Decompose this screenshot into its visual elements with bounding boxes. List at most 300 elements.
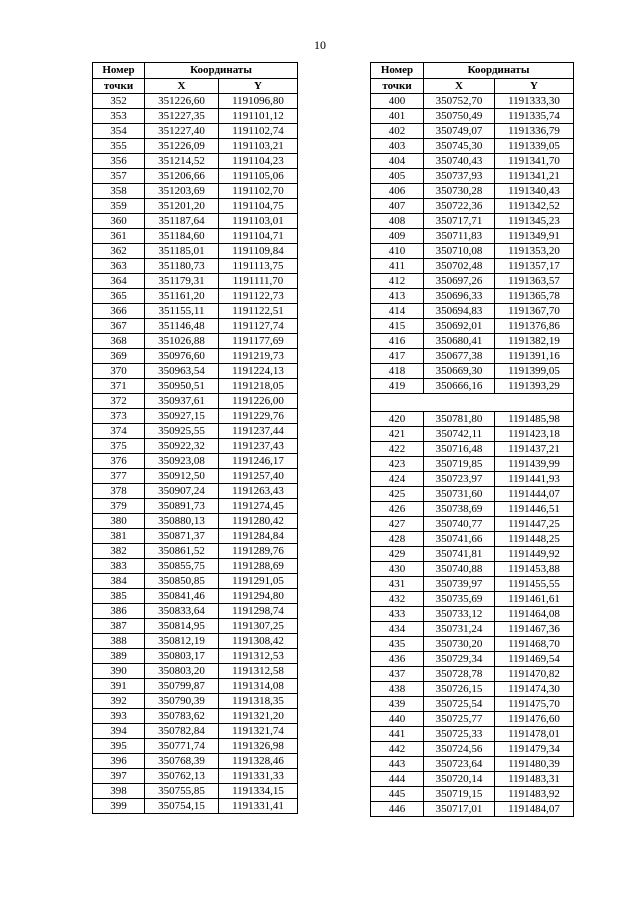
point-number-cell: 440: [371, 712, 424, 727]
x-coordinate-cell: 351180,73: [145, 259, 219, 274]
point-number-cell: 429: [371, 547, 424, 562]
y-coordinate-cell: 1191393,29: [495, 379, 574, 394]
y-coordinate-cell: 1191291,05: [219, 574, 298, 589]
x-coordinate-cell: 350677,38: [424, 349, 495, 364]
x-coordinate-cell: 350739,97: [424, 577, 495, 592]
x-coordinate-cell: 350749,07: [424, 124, 495, 139]
x-coordinate-cell: 351146,48: [145, 319, 219, 334]
table-row: [93, 439, 298, 454]
table-row: [93, 619, 298, 634]
point-number-cell: 368: [93, 334, 145, 349]
y-coordinate-cell: 1191439,99: [495, 457, 574, 472]
x-coordinate-cell: 351179,31: [145, 274, 219, 289]
point-number-cell: 409: [371, 229, 424, 244]
table-row: [371, 184, 574, 199]
table-row: [93, 244, 298, 259]
table-row: [371, 622, 574, 637]
x-coordinate-cell: 350950,51: [145, 379, 219, 394]
table-row: [93, 499, 298, 514]
y-coordinate-cell: 1191104,75: [219, 199, 298, 214]
point-number-cell: 412: [371, 274, 424, 289]
y-coordinate-cell: 1191340,43: [495, 184, 574, 199]
table-row: [93, 229, 298, 244]
x-coordinate-cell: 351185,01: [145, 244, 219, 259]
x-coordinate-cell: 351155,11: [145, 304, 219, 319]
y-coordinate-cell: 1191483,31: [495, 772, 574, 787]
y-coordinate-cell: 1191318,35: [219, 694, 298, 709]
y-coordinate-cell: 1191342,52: [495, 199, 574, 214]
y-coordinate-cell: 1191298,74: [219, 604, 298, 619]
point-number-cell: 399: [93, 799, 145, 814]
y-coordinate-cell: 1191229,76: [219, 409, 298, 424]
y-coordinate-cell: 1191334,15: [219, 784, 298, 799]
table-row: [371, 532, 574, 547]
table-row: [93, 184, 298, 199]
table-row: [93, 214, 298, 229]
point-number-cell: 420: [371, 412, 424, 427]
x-coordinate-cell: 350742,11: [424, 427, 495, 442]
point-number-cell: 355: [93, 139, 145, 154]
x-coordinate-cell: 350812,19: [145, 634, 219, 649]
table-row: [93, 754, 298, 769]
point-number-cell: 393: [93, 709, 145, 724]
y-coordinate-cell: 1191382,19: [495, 334, 574, 349]
y-coordinate-cell: 1191312,53: [219, 649, 298, 664]
y-coordinate-cell: 1191449,92: [495, 547, 574, 562]
x-coordinate-cell: 350729,34: [424, 652, 495, 667]
table-row: [93, 364, 298, 379]
point-number-cell: 442: [371, 742, 424, 757]
coordinates-header: Координаты: [424, 63, 574, 79]
point-number-cell: 380: [93, 514, 145, 529]
table-row: [371, 319, 574, 334]
point-number-cell: 418: [371, 364, 424, 379]
x-coordinate-cell: 350730,28: [424, 184, 495, 199]
point-number-cell: 428: [371, 532, 424, 547]
x-coordinate-cell: 350733,12: [424, 607, 495, 622]
table-row: [371, 562, 574, 577]
y-coordinate-cell: 1191307,25: [219, 619, 298, 634]
x-coordinate-cell: 350768,39: [145, 754, 219, 769]
table-row: [371, 214, 574, 229]
point-number-cell: 431: [371, 577, 424, 592]
x-coordinate-cell: 350912,50: [145, 469, 219, 484]
y-coordinate-cell: 1191102,70: [219, 184, 298, 199]
table-row: [93, 469, 298, 484]
x-coordinate-cell: 350782,84: [145, 724, 219, 739]
y-coordinate-cell: 1191335,74: [495, 109, 574, 124]
point-number-cell: 407: [371, 199, 424, 214]
point-number-cell: 444: [371, 772, 424, 787]
point-number-cell: 432: [371, 592, 424, 607]
table-row: [93, 424, 298, 439]
y-coordinate-cell: 1191480,39: [495, 757, 574, 772]
table-row: [371, 259, 574, 274]
point-number-cell: 436: [371, 652, 424, 667]
coordinates-table-right: [370, 62, 574, 817]
x-coordinate-cell: 350722,36: [424, 199, 495, 214]
table-row: [371, 757, 574, 772]
point-number-cell: 401: [371, 109, 424, 124]
table-row: [93, 769, 298, 784]
table-row: [371, 289, 574, 304]
point-number-cell: 417: [371, 349, 424, 364]
table-row: [371, 637, 574, 652]
x-coordinate-cell: 350740,43: [424, 154, 495, 169]
y-coordinate-cell: 1191485,98: [495, 412, 574, 427]
table-row: [93, 394, 298, 409]
y-coordinate-cell: 1191333,30: [495, 94, 574, 109]
point-number-cell: 439: [371, 697, 424, 712]
table-row: [93, 604, 298, 619]
table-row: [371, 442, 574, 457]
x-coordinate-cell: 350925,55: [145, 424, 219, 439]
table-row: [93, 319, 298, 334]
table-row: [93, 304, 298, 319]
y-coordinate-cell: 1191467,36: [495, 622, 574, 637]
y-coordinate-cell: 1191104,23: [219, 154, 298, 169]
x-coordinate-cell: 350735,69: [424, 592, 495, 607]
x-coordinate-cell: 350752,70: [424, 94, 495, 109]
point-number-cell: 413: [371, 289, 424, 304]
table-row: [93, 109, 298, 124]
table-row: [371, 787, 574, 802]
y-coordinate-cell: 1191246,17: [219, 454, 298, 469]
y-coordinate-cell: 1191294,80: [219, 589, 298, 604]
separator: [371, 394, 574, 412]
y-coordinate-cell: 1191237,43: [219, 439, 298, 454]
y-coordinate-cell: 1191111,70: [219, 274, 298, 289]
table-row: [93, 679, 298, 694]
x-coordinate-cell: 350725,54: [424, 697, 495, 712]
y-coordinate-cell: 1191103,01: [219, 214, 298, 229]
x-coordinate-cell: 350666,16: [424, 379, 495, 394]
point-number-cell: 378: [93, 484, 145, 499]
table-row: [371, 802, 574, 817]
y-coordinate-cell: 1191447,25: [495, 517, 574, 532]
y-coordinate-cell: 1191237,44: [219, 424, 298, 439]
table-row: [371, 682, 574, 697]
point-number-cell: 394: [93, 724, 145, 739]
table-row: [93, 634, 298, 649]
x-coordinate-cell: 350711,83: [424, 229, 495, 244]
y-coordinate-cell: 1191096,80: [219, 94, 298, 109]
table-row: [93, 124, 298, 139]
table-row: [371, 652, 574, 667]
point-number-cell: 366: [93, 304, 145, 319]
y-coordinate-cell: 1191341,21: [495, 169, 574, 184]
table-row: [371, 427, 574, 442]
point-number-cell: 443: [371, 757, 424, 772]
y-coordinate-cell: 1191224,13: [219, 364, 298, 379]
y-coordinate-cell: 1191314,08: [219, 679, 298, 694]
coordinates-body-left: [93, 94, 298, 814]
table-row: [371, 199, 574, 214]
y-coordinate-cell: 1191453,88: [495, 562, 574, 577]
x-coordinate-cell: 350814,95: [145, 619, 219, 634]
y-coordinate-cell: 1191218,05: [219, 379, 298, 394]
x-coordinate-cell: 351026,88: [145, 334, 219, 349]
point-number-cell: 381: [93, 529, 145, 544]
point-number-cell: 398: [93, 784, 145, 799]
point-number-cell: 406: [371, 184, 424, 199]
y-coordinate-cell: 1191441,93: [495, 472, 574, 487]
x-coordinate-cell: 350731,60: [424, 487, 495, 502]
y-coordinate-cell: 1191326,98: [219, 739, 298, 754]
point-number-cell: 382: [93, 544, 145, 559]
y-coordinate-cell: 1191331,33: [219, 769, 298, 784]
point-number-cell: 410: [371, 244, 424, 259]
point-number-cell: 359: [93, 199, 145, 214]
table-row: [371, 712, 574, 727]
point-number-cell: 361: [93, 229, 145, 244]
point-number-cell: 408: [371, 214, 424, 229]
x-coordinate-cell: 350976,60: [145, 349, 219, 364]
x-coordinate-cell: 350723,97: [424, 472, 495, 487]
table-row: [371, 124, 574, 139]
point-number-cell: 389: [93, 649, 145, 664]
point-number-cell: 374: [93, 424, 145, 439]
x-coordinate-cell: 350720,14: [424, 772, 495, 787]
x-coordinate-cell: 350907,24: [145, 484, 219, 499]
x-coordinate-cell: 350923,08: [145, 454, 219, 469]
y-coordinate-cell: 1191399,05: [495, 364, 574, 379]
x-coordinate-cell: 350755,85: [145, 784, 219, 799]
table-row: [93, 289, 298, 304]
point-number-cell: 423: [371, 457, 424, 472]
point-number-cell: 426: [371, 502, 424, 517]
point-number-cell: 446: [371, 802, 424, 817]
table-row: [93, 724, 298, 739]
point-number-cell: 356: [93, 154, 145, 169]
table-row: [371, 94, 574, 109]
table-row: [93, 799, 298, 814]
y-coordinate-cell: 1191321,20: [219, 709, 298, 724]
point-number-cell: 383: [93, 559, 145, 574]
y-coordinate-cell: 1191336,79: [495, 124, 574, 139]
point-number-cell: 358: [93, 184, 145, 199]
x-coordinate-cell: 350783,62: [145, 709, 219, 724]
point-number-cell: 416: [371, 334, 424, 349]
point-number-cell: 414: [371, 304, 424, 319]
point-number-cell: 395: [93, 739, 145, 754]
point-number-cell: 367: [93, 319, 145, 334]
y-coordinate-cell: 1191448,25: [495, 532, 574, 547]
y-coordinate-cell: 1191263,43: [219, 484, 298, 499]
point-number-cell: 397: [93, 769, 145, 784]
y-coordinate-cell: 1191474,30: [495, 682, 574, 697]
y-coordinate-cell: 1191484,07: [495, 802, 574, 817]
point-number-cell: 441: [371, 727, 424, 742]
x-coordinate-cell: 350723,64: [424, 757, 495, 772]
x-coordinate-cell: 350781,80: [424, 412, 495, 427]
table-row: [371, 667, 574, 682]
table-row: [371, 487, 574, 502]
coordinates-body-right-bottom: [371, 412, 574, 817]
x-coordinate-cell: 351161,20: [145, 289, 219, 304]
point-number-cell: 384: [93, 574, 145, 589]
y-coordinate-cell: 1191312,58: [219, 664, 298, 679]
x-coordinate-cell: 350871,37: [145, 529, 219, 544]
x-coordinate-cell: 351227,35: [145, 109, 219, 124]
y-coordinate-cell: 1191353,20: [495, 244, 574, 259]
y-coordinate-cell: 1191321,74: [219, 724, 298, 739]
point-number-cell: 438: [371, 682, 424, 697]
x-coordinate-cell: 350692,01: [424, 319, 495, 334]
y-coordinate-cell: 1191101,12: [219, 109, 298, 124]
table-row: [371, 607, 574, 622]
point-number-cell: 369: [93, 349, 145, 364]
coordinates-body-right-top: [371, 94, 574, 394]
y-coordinate-cell: 1191308,42: [219, 634, 298, 649]
point-number-cell: 363: [93, 259, 145, 274]
x-coordinate-cell: 350730,20: [424, 637, 495, 652]
table-row: [93, 334, 298, 349]
point-number-cell: 391: [93, 679, 145, 694]
point-number-header-line2: точки: [93, 79, 145, 94]
x-coordinate-cell: 350790,39: [145, 694, 219, 709]
point-number-cell: 353: [93, 109, 145, 124]
x-coordinate-cell: 350963,54: [145, 364, 219, 379]
y-header: Y: [219, 79, 298, 94]
point-number-cell: 403: [371, 139, 424, 154]
y-coordinate-cell: 1191365,78: [495, 289, 574, 304]
table-row: [371, 457, 574, 472]
x-coordinate-cell: 350740,88: [424, 562, 495, 577]
y-coordinate-cell: 1191476,60: [495, 712, 574, 727]
page-number: 10: [314, 38, 326, 52]
y-coordinate-cell: 1191103,21: [219, 139, 298, 154]
x-coordinate-cell: 351226,60: [145, 94, 219, 109]
y-coordinate-cell: 1191475,70: [495, 697, 574, 712]
x-coordinate-cell: 350927,15: [145, 409, 219, 424]
x-coordinate-cell: 350750,49: [424, 109, 495, 124]
point-number-cell: 400: [371, 94, 424, 109]
x-coordinate-cell: 350738,69: [424, 502, 495, 517]
x-coordinate-cell: 350850,85: [145, 574, 219, 589]
point-number-cell: 427: [371, 517, 424, 532]
table-row: [93, 784, 298, 799]
table-row: [371, 364, 574, 379]
point-number-cell: 437: [371, 667, 424, 682]
point-number-cell: 354: [93, 124, 145, 139]
point-number-cell: 419: [371, 379, 424, 394]
point-number-cell: 365: [93, 289, 145, 304]
point-number-cell: 370: [93, 364, 145, 379]
point-number-cell: 421: [371, 427, 424, 442]
table-row: [93, 664, 298, 679]
x-coordinate-cell: 350728,78: [424, 667, 495, 682]
point-number-cell: 405: [371, 169, 424, 184]
x-coordinate-cell: 350891,73: [145, 499, 219, 514]
y-coordinate-cell: 1191127,74: [219, 319, 298, 334]
point-number-cell: 404: [371, 154, 424, 169]
point-number-cell: 377: [93, 469, 145, 484]
y-coordinate-cell: 1191469,54: [495, 652, 574, 667]
table-row: [371, 517, 574, 532]
x-coordinate-cell: 350702,48: [424, 259, 495, 274]
x-coordinate-cell: 350725,77: [424, 712, 495, 727]
point-number-cell: 379: [93, 499, 145, 514]
x-coordinate-cell: 350669,30: [424, 364, 495, 379]
table-row: [371, 502, 574, 517]
point-number-cell: 434: [371, 622, 424, 637]
y-coordinate-cell: 1191102,74: [219, 124, 298, 139]
x-coordinate-cell: 350803,20: [145, 664, 219, 679]
x-coordinate-cell: 350719,15: [424, 787, 495, 802]
table-row: [93, 349, 298, 364]
table-row: [371, 727, 574, 742]
x-coordinate-cell: 350861,52: [145, 544, 219, 559]
table-row: [371, 592, 574, 607]
x-coordinate-cell: 350726,15: [424, 682, 495, 697]
point-number-cell: 445: [371, 787, 424, 802]
table-row: [371, 154, 574, 169]
table-row: [93, 169, 298, 184]
y-coordinate-cell: 1191455,55: [495, 577, 574, 592]
point-number-cell: 411: [371, 259, 424, 274]
y-coordinate-cell: 1191284,84: [219, 529, 298, 544]
x-coordinate-cell: 351206,66: [145, 169, 219, 184]
y-coordinate-cell: 1191461,61: [495, 592, 574, 607]
table-row: [93, 574, 298, 589]
table-row: [371, 412, 574, 427]
y-coordinate-cell: 1191345,23: [495, 214, 574, 229]
point-number-cell: 390: [93, 664, 145, 679]
x-coordinate-cell: 350716,48: [424, 442, 495, 457]
table-row: [93, 529, 298, 544]
table-row: [371, 472, 574, 487]
table-row: [93, 484, 298, 499]
x-coordinate-cell: 350731,24: [424, 622, 495, 637]
x-coordinate-cell: 351201,20: [145, 199, 219, 214]
x-coordinate-cell: 350741,66: [424, 532, 495, 547]
point-number-cell: 362: [93, 244, 145, 259]
x-coordinate-cell: 351184,60: [145, 229, 219, 244]
table-row: [93, 409, 298, 424]
y-coordinate-cell: 1191483,92: [495, 787, 574, 802]
y-coordinate-cell: 1191464,08: [495, 607, 574, 622]
x-coordinate-cell: 350754,15: [145, 799, 219, 814]
y-coordinate-cell: 1191479,34: [495, 742, 574, 757]
point-number-cell: 435: [371, 637, 424, 652]
point-number-cell: 392: [93, 694, 145, 709]
table-row: [93, 94, 298, 109]
table-row: [93, 139, 298, 154]
x-coordinate-cell: 350762,13: [145, 769, 219, 784]
point-number-cell: 425: [371, 487, 424, 502]
point-number-cell: 415: [371, 319, 424, 334]
y-coordinate-cell: 1191288,69: [219, 559, 298, 574]
x-coordinate-cell: 350719,85: [424, 457, 495, 472]
point-number-cell: 364: [93, 274, 145, 289]
table-row: [93, 379, 298, 394]
x-coordinate-cell: 351187,64: [145, 214, 219, 229]
point-number-header-line2: точки: [371, 79, 424, 94]
x-coordinate-cell: 350855,75: [145, 559, 219, 574]
table-row: [371, 349, 574, 364]
point-number-cell: 430: [371, 562, 424, 577]
table-row: [93, 199, 298, 214]
x-coordinate-cell: 350922,32: [145, 439, 219, 454]
y-coordinate-cell: 1191109,84: [219, 244, 298, 259]
table-row: [371, 109, 574, 124]
table-row: [93, 589, 298, 604]
point-number-cell: 357: [93, 169, 145, 184]
y-coordinate-cell: 1191339,05: [495, 139, 574, 154]
y-coordinate-cell: 1191437,21: [495, 442, 574, 457]
table-row: [371, 697, 574, 712]
